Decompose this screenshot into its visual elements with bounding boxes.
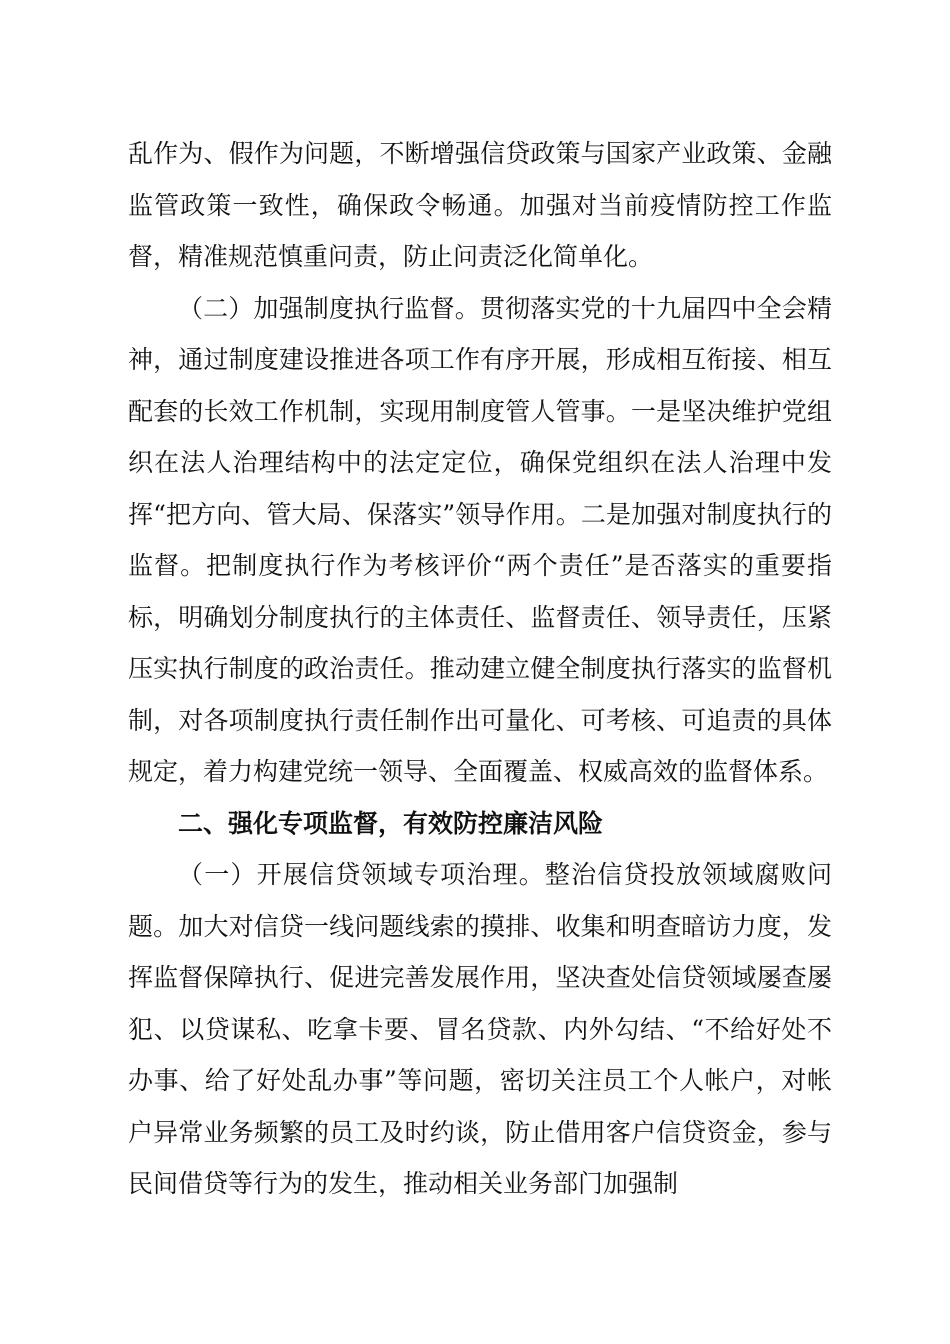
section-heading: 二、强化专项监督，有效防控廉洁风险 [178, 808, 604, 838]
paragraph-credit-governance: （一）开展信贷领域专项治理。整治信贷投放领域腐败问题。加大对信贷一线问题线索的摸排、收集和明查暗访力度，发挥监督保障执行、促进完善发展作用，坚决查处信贷领域屡查屡犯、以贷谋私、吃拿卡要、冒名贷款、内外勾结、“不给好处不办事、给了好处乱办事”等问题，密切关注员工个人帐户，对帐户异常业务频繁的员工及时约谈，防止借用客户信贷资金，参与民间借贷等行为的发生，推动相关业务部门加强制 [128, 860, 832, 1198]
document-page [128, 128, 832, 1210]
paragraph-institution-supervision: （二）加强制度执行监督。贯彻落实党的十九届四中全会精神，通过制度建设推进各项工作有序开展，形成相互衔接、相互配套的长效工作机制，实现用制度管人管事。一是坚决维护党组织在法人治理结构中的法定定位，确保党组织在法人治理中发挥“把方向、管大局、保落实”领导作用。二是加强对制度执行的监督。把制度执行作为考核评价“两个责任”是否落实的重要指标，明确划分制度执行的主体责任、监督责任、领导责任，压紧压实执行制度的政治责任。推动建立健全制度执行落实的监督机制，对各项制度执行责任制作出可量化、可考核、可追责的具体规定，着力构建党统一领导、全面覆盖、权威高效的监督体系。 [128, 293, 832, 786]
paragraph-continuation: 乱作为、假作为问题，不断增强信贷政策与国家产业政策、金融监管政策一致性，确保政令畅通。加强对当前疫情防控工作监督，精准规范慎重问责，防止问责泛化简单化。 [128, 139, 832, 271]
